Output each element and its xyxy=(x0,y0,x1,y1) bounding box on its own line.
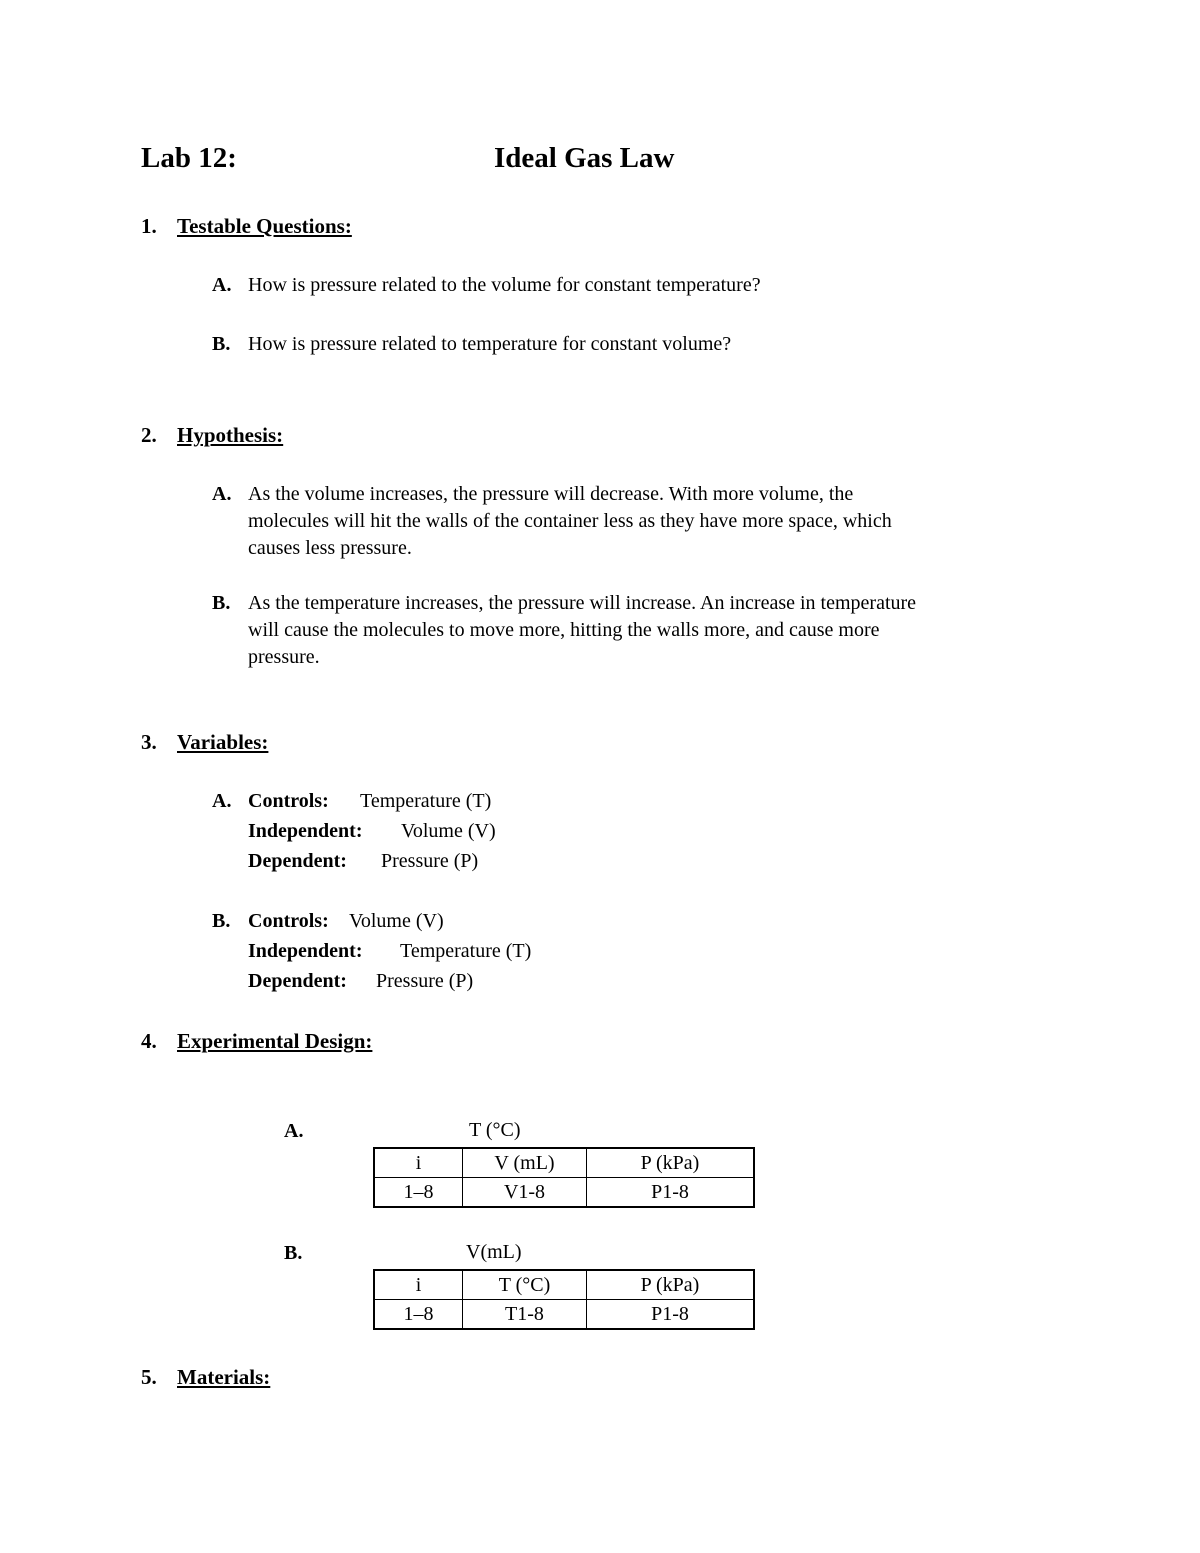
variables-a-independent-label: Independent: xyxy=(248,820,363,842)
variables-b-letter: B. xyxy=(212,910,231,932)
table-cell: P1-8 xyxy=(587,1300,755,1330)
hypothesis-b-line-2: will cause the molecules to move more, hitting the walls more, and cause more xyxy=(248,619,880,641)
variables-b-dependent-value: Pressure (P) xyxy=(376,970,474,992)
hypothesis-a-line-2: molecules will hit the walls of the container less as they have more space, which xyxy=(248,510,892,532)
variables-b-independent-label: Independent: xyxy=(248,940,363,962)
variables-b-controls-value: Volume (V) xyxy=(349,910,444,932)
table-header-cell: V (mL) xyxy=(463,1148,587,1178)
design-b-caption: V(mL) xyxy=(466,1241,522,1263)
table-header-cell: P (kPa) xyxy=(587,1270,755,1300)
hypothesis-b-line-1: As the temperature increases, the pressure will increase. An increase in temperature xyxy=(248,592,917,614)
question-b-text: How is pressure related to temperature for constant volume? xyxy=(248,333,732,355)
table-header-cell: i xyxy=(374,1270,463,1300)
hypothesis-a-line-3: causes less pressure. xyxy=(248,537,412,559)
variables-a-letter: A. xyxy=(212,790,232,812)
section-5-heading: Materials: xyxy=(177,1365,271,1389)
section-5-number: 5. xyxy=(141,1365,157,1389)
section-1-heading: Testable Questions: xyxy=(177,214,352,238)
question-a-text: How is pressure related to the volume for constant temperature? xyxy=(248,274,761,296)
variables-b-controls-label: Controls: xyxy=(248,910,329,932)
lab-number: Lab 12: xyxy=(141,142,237,174)
design-b-letter: B. xyxy=(284,1242,303,1264)
table-header-cell: i xyxy=(374,1148,463,1178)
hypothesis-b-letter: B. xyxy=(212,592,231,614)
variables-a-dependent-label: Dependent: xyxy=(248,850,347,872)
table-cell: P1-8 xyxy=(587,1178,755,1208)
table-cell: 1–8 xyxy=(374,1300,463,1330)
section-2-number: 2. xyxy=(141,423,157,447)
variables-b-independent-value: Temperature (T) xyxy=(400,940,532,962)
table-cell: T1-8 xyxy=(463,1300,587,1330)
table-row xyxy=(374,1178,754,1208)
design-a-letter: A. xyxy=(284,1120,304,1142)
table-header-cell: P (kPa) xyxy=(587,1148,755,1178)
variables-b-dependent-label: Dependent: xyxy=(248,970,347,992)
table-header-cell: T (°C) xyxy=(463,1270,587,1300)
section-1-number: 1. xyxy=(141,214,157,238)
section-2-heading: Hypothesis: xyxy=(177,423,284,447)
section-4-heading: Experimental Design: xyxy=(177,1029,373,1053)
hypothesis-b-line-3: pressure. xyxy=(248,646,320,668)
section-4-number: 4. xyxy=(141,1029,157,1053)
question-b-letter: B. xyxy=(212,333,231,355)
question-a-letter: A. xyxy=(212,274,232,296)
table-row xyxy=(374,1300,754,1330)
variables-a-dependent-value: Pressure (P) xyxy=(381,850,479,872)
table-cell: 1–8 xyxy=(374,1178,463,1208)
section-3-heading: Variables: xyxy=(177,730,269,754)
design-a-table xyxy=(373,1147,755,1208)
page-title: Ideal Gas Law xyxy=(494,142,675,174)
design-b-table xyxy=(373,1269,755,1330)
table-header-row xyxy=(374,1270,754,1300)
table-cell: V1-8 xyxy=(463,1178,587,1208)
section-3-number: 3. xyxy=(141,730,157,754)
table-header-row xyxy=(374,1148,754,1178)
hypothesis-a-line-1: As the volume increases, the pressure will decrease. With more volume, the xyxy=(248,483,854,505)
variables-a-controls-value: Temperature (T) xyxy=(360,790,492,812)
variables-a-independent-value: Volume (V) xyxy=(401,820,496,842)
variables-a-controls-label: Controls: xyxy=(248,790,329,812)
design-a-caption: T (°C) xyxy=(469,1119,521,1141)
hypothesis-a-letter: A. xyxy=(212,483,232,505)
